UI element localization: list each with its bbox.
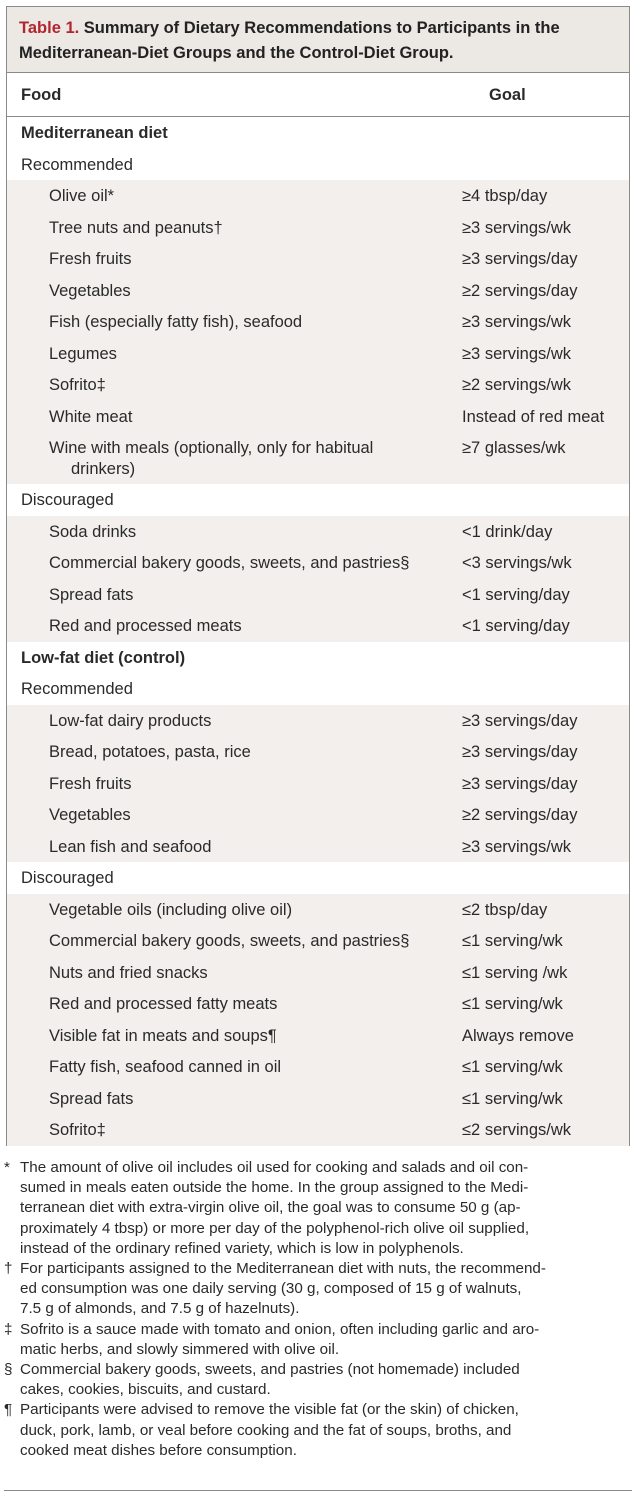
caption-line-1: Summary of Dietary Recommendations to Participants in the [79, 19, 560, 37]
table-row [7, 1051, 629, 1083]
goal-cell: ≥3 servings/wk [462, 218, 572, 237]
food-cell: Commercial bakery goods, sweets, and pastries§ [49, 554, 410, 572]
table-row [7, 338, 629, 370]
subsection-label: Recommended [21, 680, 133, 698]
footnote [4, 1400, 632, 1461]
table-row [7, 117, 629, 149]
table-row [7, 484, 629, 516]
section-heading: Mediterranean diet [21, 124, 168, 142]
table-row [7, 799, 629, 831]
table-row [7, 1114, 629, 1146]
footnotes [4, 1158, 632, 1461]
table-row [7, 768, 629, 800]
table-caption [7, 7, 629, 73]
food-cell: Bread, potatoes, pasta, rice [49, 743, 251, 761]
goal-cell: Always remove [462, 1026, 574, 1045]
table-row [7, 243, 629, 275]
table-row [7, 547, 629, 579]
footnote-line: sumed in meals eaten outside the home. In the group assigned to the Medi- [20, 1179, 529, 1197]
goal-cell: ≥2 servings/day [462, 281, 578, 300]
footnote-line: 7.5 g of almonds, and 7.5 g of hazelnuts). [20, 1300, 300, 1318]
food-cell: Fatty fish, seafood canned in oil [49, 1058, 282, 1076]
footnote-line: The amount of olive oil includes oil used for cooking and salads and oil con- [20, 1159, 529, 1176]
goal-cell: <1 drink/day [462, 522, 553, 541]
table-row [7, 642, 629, 674]
goal-cell: ≥3 servings/wk [462, 344, 572, 363]
dietary-recommendations-table [6, 6, 630, 1146]
table-row [7, 1020, 629, 1052]
table-row [7, 610, 629, 642]
footnote-line: terranean diet with extra-virgin olive oil, the goal was to consume 50 g (ap- [20, 1199, 521, 1217]
food-cell: Fish (especially fatty fish), seafood [49, 313, 303, 331]
footnote-line: ed consumption was one daily serving (30 g, composed of 15 g of walnuts, [20, 1280, 522, 1298]
food-cell: Vegetables [49, 806, 131, 824]
food-cell: Red and processed fatty meats [49, 995, 278, 1013]
food-cell: Fresh fruits [49, 250, 132, 268]
goal-cell: ≤2 servings/wk [462, 1121, 572, 1139]
goal-cell: ≤1 serving/wk [462, 1058, 563, 1076]
goal-cell: ≥3 servings/day [462, 711, 578, 730]
footnote-line: Commercial bakery goods, sweets, and pastries (not homemade) included [20, 1361, 520, 1379]
goal-cell: ≥3 servings/day [462, 250, 578, 268]
food-cell: Legumes [49, 344, 117, 363]
goal-cell: ≥2 servings/day [462, 806, 578, 824]
footnote-mark: ‡ [4, 1320, 13, 1338]
table-row [7, 736, 629, 768]
food-cell: Low-fat dairy products [49, 711, 212, 730]
goal-cell: Instead of red meat [462, 407, 605, 426]
food-cell: Spread fats [49, 1089, 134, 1108]
food-cell: Sofrito‡ [49, 376, 106, 394]
footnote-line: cakes, cookies, biscuits, and custard. [20, 1381, 271, 1399]
footnote [4, 1259, 632, 1320]
goal-cell: <3 servings/wk [462, 554, 572, 572]
food-cell: Nuts and fried snacks [49, 963, 208, 982]
subsection-label: Recommended [21, 155, 133, 174]
goal-cell: ≤1 serving /wk [462, 963, 568, 982]
table-row [7, 988, 629, 1020]
footnote-line: Participants were advised to remove the visible fat (or the skin) of chicken, [20, 1401, 519, 1419]
footnote-mark: * [4, 1159, 10, 1176]
caption-line-2: Mediterranean-Diet Groups and the Control-Diet Group. [19, 44, 454, 62]
goal-cell: ≥3 servings/wk [462, 313, 572, 331]
goal-cell: <1 serving/day [462, 585, 570, 604]
table-row [7, 957, 629, 989]
table-row [7, 831, 629, 863]
footnote [4, 1320, 632, 1360]
footnote-line: Sofrito is a sauce made with tomato and onion, often including garlic and aro- [20, 1320, 540, 1338]
footnote-mark: ¶ [4, 1401, 13, 1419]
table-header-row [7, 73, 629, 117]
food-cell: Vegetable oils (including olive oil) [49, 900, 293, 919]
goal-cell: <1 serving/day [462, 617, 570, 635]
goal-cell: ≥3 servings/day [462, 774, 578, 793]
footnote [4, 1360, 632, 1400]
food-cell: Lean fish and seafood [49, 837, 212, 856]
goal-cell: ≤1 serving/wk [462, 932, 563, 950]
table-row [7, 894, 629, 926]
food-cell-line: drinkers) [71, 460, 136, 478]
food-cell: Commercial bakery goods, sweets, and pastries§ [49, 932, 410, 950]
table-row [7, 862, 629, 894]
subsection-label: Discouraged [21, 869, 114, 887]
table-row [7, 306, 629, 338]
goal-cell: ≤1 serving/wk [462, 995, 563, 1013]
food-cell: Fresh fruits [49, 774, 132, 793]
table-row [7, 705, 629, 737]
subsection-label: Discouraged [21, 491, 114, 509]
table-row [7, 579, 629, 611]
section-heading: Low-fat diet (control) [21, 648, 186, 667]
food-cell: Spread fats [49, 585, 134, 604]
table-row [7, 369, 629, 401]
table-row [7, 149, 629, 181]
food-cell: Olive oil* [49, 187, 115, 205]
footnote-line: proximately 4 tbsp) or more per day of the polyphenol-rich olive oil supplied, [20, 1219, 530, 1237]
footnote-line: cooked meat dishes before consumption. [20, 1441, 297, 1459]
food-cell: Visible fat in meats and soups¶ [49, 1026, 277, 1045]
table-row [7, 275, 629, 307]
footnote-line: For participants assigned to the Mediterranean diet with nuts, the recommend- [20, 1260, 546, 1278]
footnote-line: instead of the ordinary refined variety, which is low in polyphenols. [20, 1239, 464, 1257]
goal-cell: ≤2 tbsp/day [462, 900, 548, 919]
goal-cell: ≤1 serving/wk [462, 1089, 563, 1108]
food-cell: Soda drinks [49, 522, 137, 541]
footnote-mark: § [4, 1361, 13, 1379]
table-row [7, 401, 629, 433]
goal-cell: ≥3 servings/day [462, 743, 578, 761]
food-cell: Tree nuts and peanuts† [49, 218, 223, 237]
table-row [7, 925, 629, 957]
food-cell: Sofrito‡ [49, 1121, 106, 1139]
food-cell: Vegetables [49, 281, 131, 300]
footnote-line: duck, pork, lamb, or veal before cooking and the fat of soups, broths, and [20, 1421, 512, 1439]
food-cell: Red and processed meats [49, 617, 242, 635]
table-row [7, 516, 629, 548]
header-goal: Goal [489, 86, 526, 104]
header-food: Food [21, 86, 62, 104]
goal-cell: ≥7 glasses/wk [462, 439, 566, 457]
table-row [7, 180, 629, 212]
goal-cell: ≥3 servings/wk [462, 837, 572, 856]
food-cell-line: Wine with meals (optionally, only for habitual [49, 439, 374, 457]
table-label: Table 1. [19, 19, 80, 37]
footnote [4, 1158, 632, 1259]
bottom-rule [4, 1490, 632, 1491]
footnote-line: matic herbs, and slowly simmered with olive oil. [20, 1340, 340, 1358]
table-row [7, 1083, 629, 1115]
food-cell: White meat [49, 407, 133, 426]
goal-cell: ≥4 tbsp/day [462, 187, 548, 205]
footnote-mark: † [4, 1260, 13, 1278]
table-row [7, 673, 629, 705]
goal-cell: ≥2 servings/wk [462, 376, 572, 394]
table-row [7, 212, 629, 244]
food-cell [49, 438, 454, 480]
table-row [7, 432, 629, 484]
